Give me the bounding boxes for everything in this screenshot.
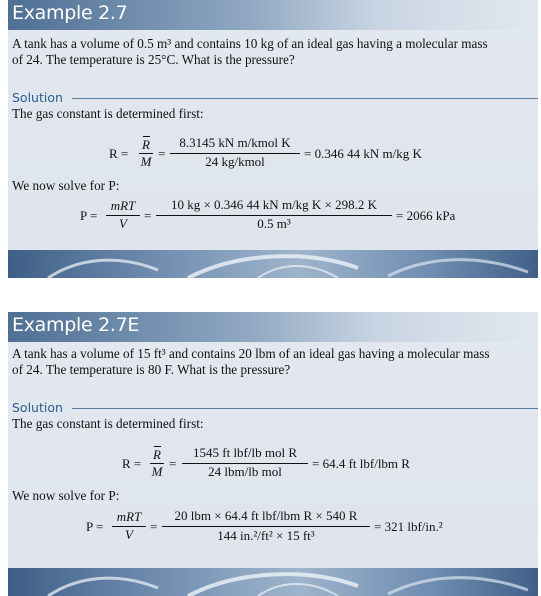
example-title: Example 2.7E xyxy=(12,314,140,336)
eq1-rbar-symbol: R xyxy=(153,447,161,462)
solution-intro: The gas constant is determined first: xyxy=(12,106,204,121)
eq1-frac2-den: 24 kg/kmol xyxy=(205,154,265,169)
eq1-rbar-symbol: R xyxy=(142,137,150,152)
eq2-frac2-num: 10 kg × 0.346 44 kN m/kg K × 298.2 K xyxy=(170,197,378,212)
solve-text: We now solve for P: xyxy=(12,488,120,503)
eq1-equals: = xyxy=(169,456,177,471)
eq2-frac2-den: 144 in.²/ft² × 15 ft³ xyxy=(217,528,315,543)
problem-statement-line2: of 24. The temperature is 80 F. What is the pressure? xyxy=(12,362,291,377)
eq1-result: = 64.4 ft lbf/lbm R xyxy=(312,456,410,471)
eq2-equals: = xyxy=(150,519,158,534)
example-2-7e-panel xyxy=(8,312,538,596)
eq1-equals: = xyxy=(158,146,166,161)
problem-statement-line2: of 24. The temperature is 25°C. What is the pressure? xyxy=(12,52,295,67)
eq1-frac1-den xyxy=(139,154,153,170)
swirl-decoration-icon xyxy=(8,568,538,596)
solution-intro: The gas constant is determined first: xyxy=(12,416,204,431)
eq2-frac1-den: V xyxy=(125,527,133,542)
eq2-equals: = xyxy=(144,208,152,223)
eq2-frac1-den: V xyxy=(119,216,127,231)
eq1-frac1-num xyxy=(150,447,164,463)
decorative-swirl-band xyxy=(8,250,538,278)
solution-heading: Solution xyxy=(12,400,63,415)
eq1-frac2-num: 8.3145 kN m/kmol K xyxy=(179,135,291,150)
eq2-lhs: P = xyxy=(80,208,98,223)
eq1-m-symbol: M xyxy=(140,154,152,169)
solution-rule xyxy=(72,408,538,409)
eq1-lhs: R = xyxy=(109,146,129,161)
eq1-frac2-den: 24 lbm/lb mol xyxy=(208,464,282,479)
eq2-frac1-num: mRT xyxy=(110,198,136,213)
problem-statement-line1: A tank has a volume of 0.5 m³ and contains 10 kg of an ideal gas having a molecular mass xyxy=(12,36,488,51)
eq2-frac2-den: 0.5 m³ xyxy=(257,216,291,231)
eq1-lhs: R = xyxy=(122,456,142,471)
solution-rule xyxy=(72,98,538,99)
eq1-frac1-den xyxy=(150,464,164,480)
decorative-swirl-band xyxy=(8,568,538,596)
solve-text: We now solve for P: xyxy=(12,178,120,193)
eq2-frac2-bar xyxy=(162,526,370,527)
swirl-decoration-icon xyxy=(8,250,538,278)
eq2-result: = 2066 kPa xyxy=(396,208,456,223)
eq1-frac2-num: 1545 ft lbf/lb mol R xyxy=(193,445,297,460)
solution-heading: Solution xyxy=(12,90,63,105)
eq1-frac1-num xyxy=(139,137,153,153)
eq1-result: = 0.346 44 kN m/kg K xyxy=(304,146,422,161)
example-2-7-panel xyxy=(8,0,538,278)
eq2-frac1-num: mRT xyxy=(116,509,142,524)
eq2-frac2-num: 20 lbm × 64.4 ft lbf/lbm R × 540 R xyxy=(174,508,358,523)
eq2-lhs: P = xyxy=(86,519,104,534)
eq1-m-symbol: M xyxy=(151,464,163,479)
example-header xyxy=(8,0,538,30)
example-header xyxy=(8,312,538,342)
example-title: Example 2.7 xyxy=(12,2,128,24)
problem-statement-line1: A tank has a volume of 15 ft³ and contains 20 lbm of an ideal gas having a molecular mass xyxy=(12,346,490,361)
eq2-result: = 321 lbf/in.² xyxy=(374,519,443,534)
